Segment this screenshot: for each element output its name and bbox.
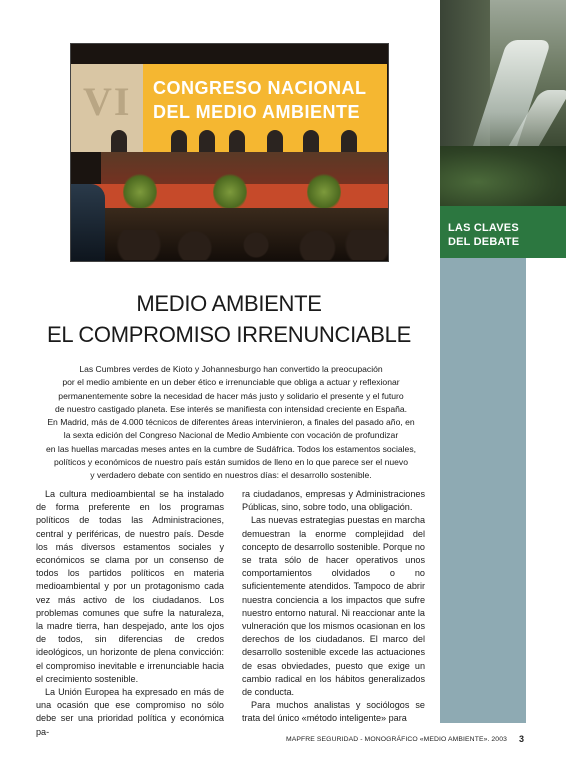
banner-line2: DEL MEDIO AMBIENTE xyxy=(153,102,361,122)
sidebar-color-band xyxy=(440,258,526,723)
footer-publication: MAPFRE SEGURIDAD - MONOGRÁFICO «MEDIO AMBIENTE». 2003 xyxy=(286,736,507,743)
headline-line2: EL COMPROMISO IRRENUNCIABLE xyxy=(47,322,411,347)
body-column-right xyxy=(242,488,425,726)
tv-camera xyxy=(71,184,105,262)
panelist xyxy=(341,130,357,154)
section-title-line1: LAS CLAVES xyxy=(448,222,519,234)
waterfall-photo xyxy=(440,0,566,206)
intro-line: En Madrid, más de 4.000 técnicos de diferentes áreas intervinieron, a finales del pasado año, en xyxy=(47,417,415,428)
banner-numeral: VI xyxy=(83,79,132,124)
section-header-block xyxy=(440,206,566,258)
banner-line1: CONGRESO NACIONAL xyxy=(153,78,367,98)
body-paragraph: Las nuevas estrategias puestas en marcha demuestran la enorme complejidad del concepto de desarrollo sostenible. Porque no se trata sólo de hacer operativos unos comportamientos olvidados o no suficientemente atendidos. Tampoco de abrir nuestra conciencia a los impactos que sufre nuestro entorno natural. Ni reaccionar ante la vulneración que los mismos ocasionan en los derechos de los ciudadanos. El marco del desarrollo sostenible excede las actuaciones de esas obviedades, puesto que exige un cambio radical en los hábitos generalizados de conducta. xyxy=(242,515,425,698)
intro-paragraph xyxy=(30,363,432,483)
intro-line: y verdadero debate con sentido en nuestros días: el desarrollo sostenible. xyxy=(90,470,372,481)
page-number: 3 xyxy=(519,734,525,744)
intro-line: por el medio ambiente en un deber ético e irrenunciable que obliga a actuar y reflexionar xyxy=(62,377,400,388)
intro-line: de nuestro castigado planeta. Ese interés se manifiesta con intensidad creciente en España. xyxy=(54,403,408,414)
congress-photo xyxy=(70,43,389,262)
stage-plant xyxy=(123,172,157,212)
audience-heads xyxy=(111,230,389,260)
panelist xyxy=(229,130,245,154)
section-title-line2: DEL DEBATE xyxy=(448,236,520,248)
intro-line: políticos y económicos de nuestro país están sumidos de lleno en lo que parece ser el nuevo xyxy=(54,457,408,468)
body-paragraph: La cultura medioambiental se ha instalado de forma preferente en los programas políticos de todas las Administraciones, central y periféricas, de nuestro país. Desde los más diversos estamentos sociales y económicos se clama por un consenso de todos los partidos políticos en materia medioambiental y por un protagonismo cada vez más activo de los ciudadanos. Los problemas comunes que sufre la naturaleza, la madre tierra, han despejado, ante los ojos de todos, sin diferencias de credos ideológicos, un horizonte de plena convicción: el compromiso inevitable e irrenunciable hacia el crecimiento sostenible. xyxy=(36,489,224,684)
stage-plant xyxy=(307,172,341,212)
intro-line: permanentemente sobre la necesidad de hacer más justo y solidario el presente y el futuro xyxy=(58,390,404,401)
intro-line: en las huellas marcadas meses antes en la cumbre de Sudáfrica. Todos los estamentos sociales, xyxy=(45,443,417,454)
photo-foliage xyxy=(440,146,566,206)
panelist xyxy=(111,130,127,154)
panelist xyxy=(267,130,283,154)
section-title xyxy=(448,221,519,249)
intro-line: Las Cumbres verdes de Kioto y Johannesburgo han convertido la preocupación xyxy=(79,364,383,374)
panelist xyxy=(199,130,215,154)
panelist xyxy=(171,130,187,154)
banner-left-panel xyxy=(71,64,143,152)
headline-line1: MEDIO AMBIENTE xyxy=(136,291,322,316)
body-paragraph: Para muchos analistas y sociólogos se trata del único «método inteligente» para xyxy=(242,700,425,724)
body-paragraph: ra ciudadanos, empresas y Administraciones Públicas, sino, sobre todo, una obligación. xyxy=(242,489,425,513)
panelist xyxy=(303,130,319,154)
intro-line: la sexta edición del Congreso Nacional de Medio Ambiente con vocación de profundizar xyxy=(63,430,399,441)
stage-plant xyxy=(213,172,247,212)
body-column-left xyxy=(36,488,224,739)
body-paragraph: La Unión Europea ha expresado en más de una ocasión que ese compromiso no sólo debe ser una prioridad política y económica pa- xyxy=(36,687,224,737)
